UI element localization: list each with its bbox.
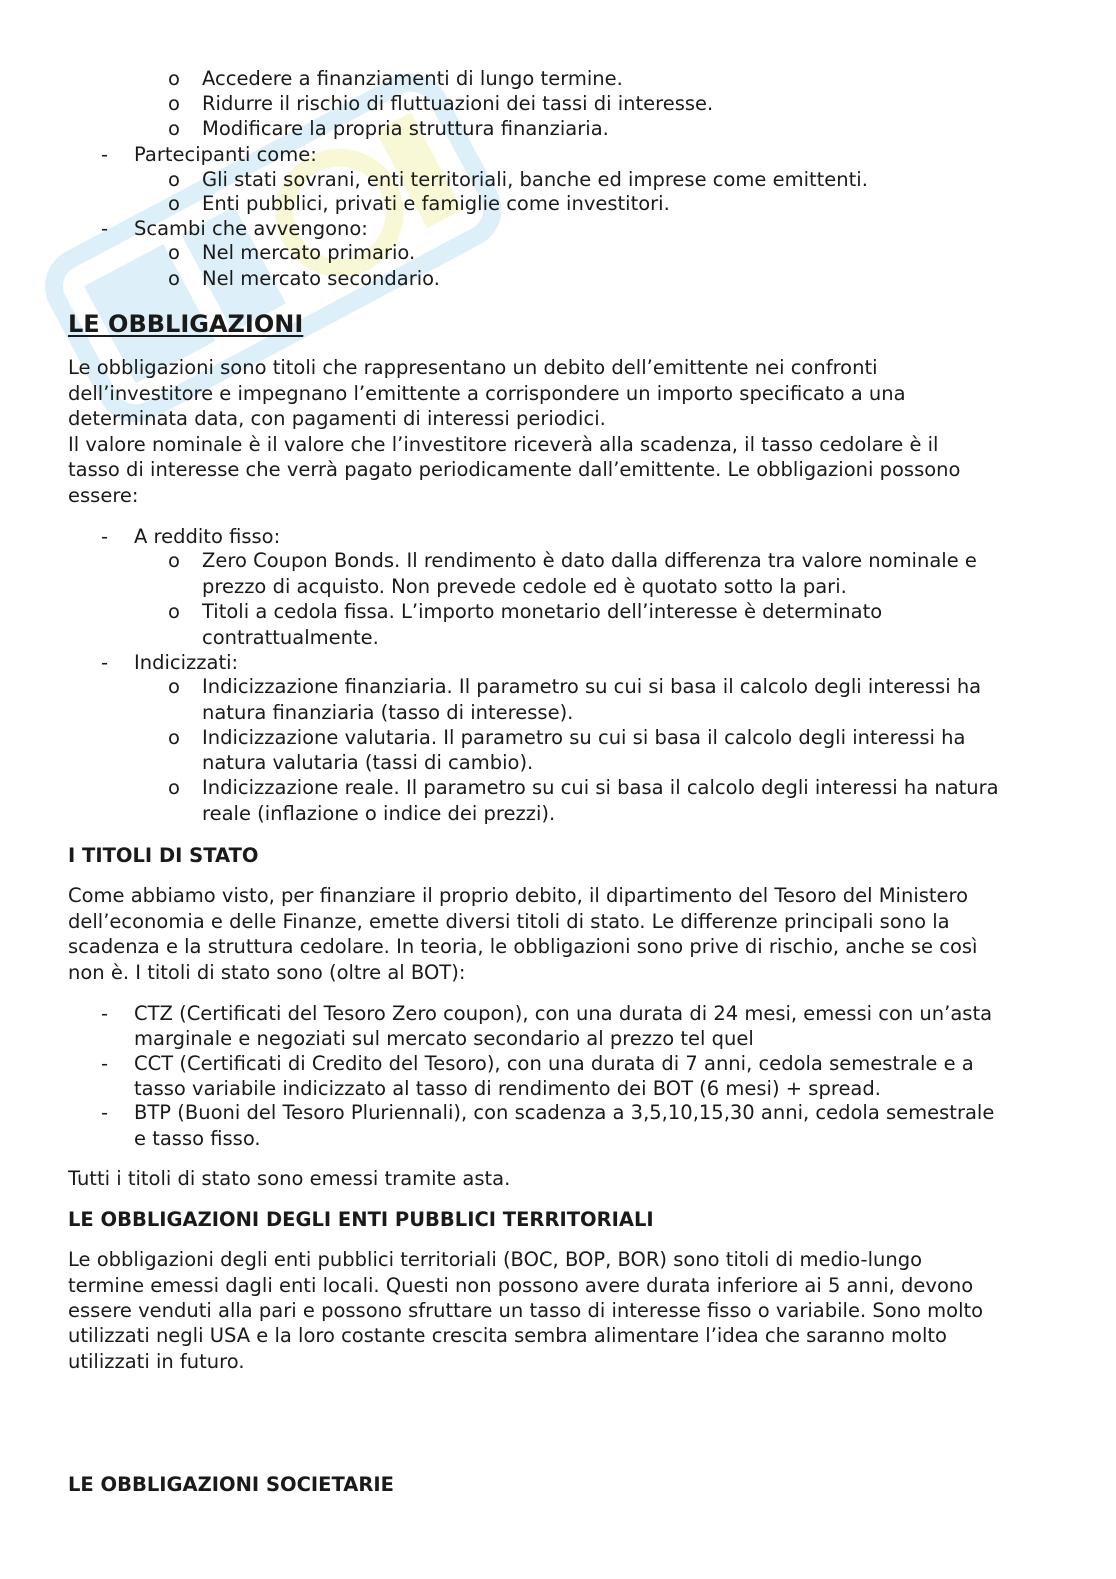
list-item: Titoli a cedola fissa. L’importo monetario dell’interesse è determinato xyxy=(202,600,883,623)
list-item: Gli stati sovrani, enti territoriali, banche ed imprese come emittenti. xyxy=(202,168,868,191)
list-item-continuation: prezzo di acquisto. Non prevede cedole ed è quotato sotto la pari. xyxy=(202,575,847,598)
paragraph-line: dell’investitore e impegnano l’emittente a corrispondere un importo specificato a una xyxy=(68,382,906,405)
paragraph-line: essere: xyxy=(68,484,139,507)
bullet-dash-marker: - xyxy=(101,1002,109,1025)
paragraph-line: utilizzati in futuro. xyxy=(68,1350,245,1373)
list-item: Accedere a finanziamenti di lungo termine. xyxy=(202,67,623,90)
list-item: Nel mercato secondario. xyxy=(202,267,440,290)
section-heading-enti-pubblici: LE OBBLIGAZIONI DEGLI ENTI PUBBLICI TERRITORIALI xyxy=(68,1208,654,1231)
paragraph-line: scadenza e la struttura cedolare. In teoria, le obbligazioni sono prive di rischio, anche se così xyxy=(68,935,978,958)
list-item-reddito-fisso: A reddito fisso: xyxy=(134,525,281,548)
bullet-dash-marker: - xyxy=(101,1052,109,1075)
paragraph-line: termine emessi dagli enti locali. Questi non possono avere durata inferiore ai 5 anni, devono xyxy=(68,1274,974,1297)
list-item-continuation: contrattualmente. xyxy=(202,626,379,649)
paragraph-line: utilizzati negli USA e la loro costante crescita sembra alimentare l’idea che saranno molto xyxy=(68,1324,947,1347)
bullet-circle-marker: o xyxy=(168,726,180,749)
paragraph-line: dell’economia e delle Finanze, emette diversi titoli di stato. Le differenze principali sono la xyxy=(68,910,950,933)
section-heading-obbligazioni: LE OBBLIGAZIONI xyxy=(68,310,304,338)
paragraph-line: Le obbligazioni sono titoli che rappresentano un debito dell’emittente nei confronti xyxy=(68,356,878,379)
list-item: Nel mercato primario. xyxy=(202,241,416,264)
list-item-ctz: CTZ (Certificati del Tesoro Zero coupon), con una durata di 24 mesi, emessi con un’asta xyxy=(134,1002,993,1025)
bullet-circle-marker: o xyxy=(168,92,180,115)
paragraph-line: non è. I titoli di stato sono (oltre al BOT): xyxy=(68,961,466,984)
paragraph-line: Tutti i titoli di stato sono emessi tramite asta. xyxy=(68,1167,511,1190)
bullet-dash-marker: - xyxy=(101,143,109,166)
list-item-btp: BTP (Buoni del Tesoro Pluriennali), con scadenza a 3,5,10,15,30 anni, cedola semestrale xyxy=(134,1101,995,1124)
paragraph-line: essere venduti alla pari e possono sfruttare un tasso di interesse fisso o variabile. Sono molto xyxy=(68,1299,984,1322)
list-item-scambi: Scambi che avvengono: xyxy=(134,217,368,240)
bullet-dash-marker: - xyxy=(101,217,109,240)
list-item-continuation: natura finanziaria (tasso di interesse). xyxy=(202,701,574,724)
list-item-partecipanti: Partecipanti come: xyxy=(134,143,317,166)
bullet-circle-marker: o xyxy=(168,549,180,572)
list-item-indicizzati: Indicizzati: xyxy=(134,651,239,674)
bullet-circle-marker: o xyxy=(168,67,180,90)
paragraph-line: determinata data, con pagamenti di interessi periodici. xyxy=(68,407,606,430)
bullet-circle-marker: o xyxy=(168,192,180,215)
bullet-dash-marker: - xyxy=(101,651,109,674)
bullet-circle-marker: o xyxy=(168,168,180,191)
list-item: Modificare la propria struttura finanziaria. xyxy=(202,117,609,140)
bullet-circle-marker: o xyxy=(168,600,180,623)
paragraph-line: tasso di interesse che verrà pagato periodicamente dall’emittente. Le obbligazioni possono xyxy=(68,458,961,481)
bullet-dash-marker: - xyxy=(101,525,109,548)
section-heading-titoli-di-stato: I TITOLI DI STATO xyxy=(68,844,259,867)
list-item-continuation: natura valutaria (tassi di cambio). xyxy=(202,751,534,774)
list-item-continuation: e tasso fisso. xyxy=(134,1127,261,1150)
bullet-circle-marker: o xyxy=(168,776,180,799)
list-item: Enti pubblici, privati e famiglie come investitori. xyxy=(202,192,670,215)
paragraph-line: Come abbiamo visto, per finanziare il proprio debito, il dipartimento del Tesoro del Ministero xyxy=(68,884,969,907)
list-item-cct: CCT (Certificati di Credito del Tesoro), con una durata di 7 anni, cedola semestrale e a xyxy=(134,1052,974,1075)
list-item-continuation: reale (inflazione o indice dei prezzi). xyxy=(202,802,556,825)
bullet-circle-marker: o xyxy=(168,241,180,264)
list-item: Indicizzazione reale. Il parametro su cui si basa il calcolo degli interessi ha natura xyxy=(202,776,999,799)
bullet-circle-marker: o xyxy=(168,267,180,290)
list-item: Zero Coupon Bonds. Il rendimento è dato dalla differenza tra valore nominale e xyxy=(202,549,977,572)
paragraph-line: Le obbligazioni degli enti pubblici territoriali (BOC, BOP, BOR) sono titoli di medio-lungo xyxy=(68,1248,923,1271)
list-item: Ridurre il rischio di fluttuazioni dei tassi di interesse. xyxy=(202,92,714,115)
list-item-continuation: tasso variabile indicizzato al tasso di rendimento dei BOT (6 mesi) + spread. xyxy=(134,1077,881,1100)
bullet-circle-marker: o xyxy=(168,675,180,698)
list-item: Indicizzazione valutaria. Il parametro su cui si basa il calcolo degli interessi ha xyxy=(202,726,966,749)
section-heading-societarie: LE OBBLIGAZIONI SOCIETARIE xyxy=(68,1473,394,1496)
list-item: Indicizzazione finanziaria. Il parametro su cui si basa il calcolo degli interessi ha xyxy=(202,675,982,698)
list-item-continuation: marginale e negoziati sul mercato secondario al prezzo tel quel xyxy=(134,1027,754,1050)
paragraph-line: Il valore nominale è il valore che l’investitore riceverà alla scadenza, il tasso cedolare è il xyxy=(68,433,939,456)
bullet-dash-marker: - xyxy=(101,1101,109,1124)
bullet-circle-marker: o xyxy=(168,117,180,140)
